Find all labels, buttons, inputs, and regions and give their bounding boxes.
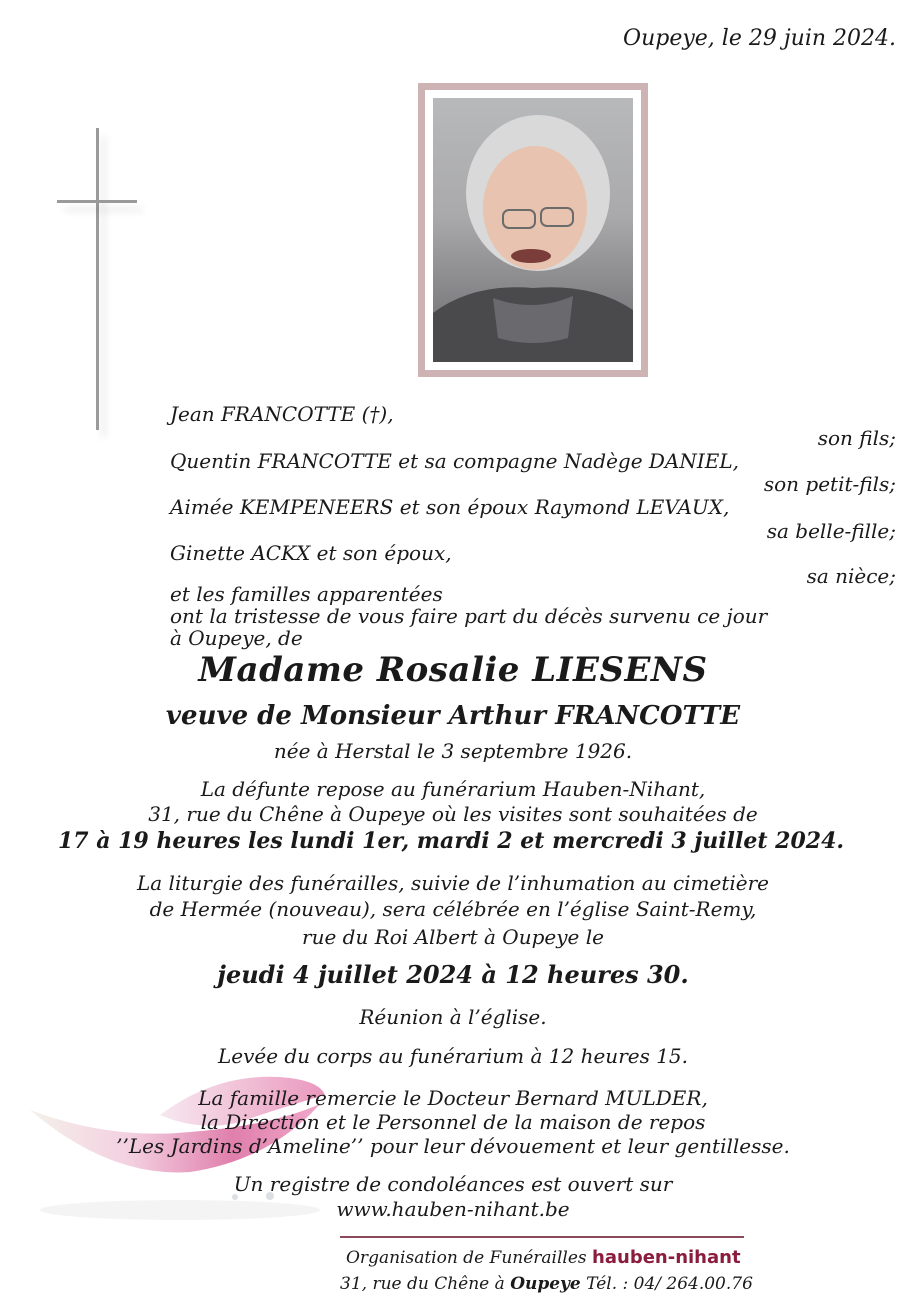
cross-icon xyxy=(96,128,99,430)
family-relation-4: sa nièce; xyxy=(806,564,896,588)
notice-date: Oupeye, le 29 juin 2024. xyxy=(623,26,896,51)
register-line: Un registre de condoléances est ouvert sur xyxy=(233,1172,673,1196)
thanks-line-2: la Direction et le Personnel de la maison de repos xyxy=(200,1110,706,1134)
family-relation-2: son petit-fils; xyxy=(763,472,896,496)
cross-icon-bar xyxy=(57,200,137,203)
rest-line-1: La défunte repose au funérarium Hauben-Nihant, xyxy=(200,777,706,801)
portrait-photo xyxy=(433,98,633,362)
footer-address-prefix: 31, rue du Chêne à xyxy=(340,1274,505,1294)
ceremony-date: jeudi 4 juillet 2024 à 12 heures 30. xyxy=(217,960,689,989)
meeting-line: Réunion à l’église. xyxy=(359,1005,547,1029)
deceased-name: Madame Rosalie LIESENS xyxy=(198,650,708,690)
footer-city: Oupeye xyxy=(510,1274,581,1294)
levee-line: Levée du corps au funérarium à 12 heures 15. xyxy=(217,1044,689,1068)
liturgy-line-2: de Hermée (nouveau), sera célébrée en l’église Saint-Remy, xyxy=(149,897,757,921)
family-name-1: Jean FRANCOTTE (†), xyxy=(170,402,394,426)
footer-org-label: Organisation de Funérailles xyxy=(346,1248,587,1268)
widow-line: veuve de Monsieur Arthur FRANCOTTE xyxy=(165,701,741,731)
family-name-2: Quentin FRANCOTTE et sa compagne Nadège DANIEL, xyxy=(170,449,740,473)
footer-divider xyxy=(340,1236,744,1238)
brand-logo: hauben-nihant xyxy=(592,1247,741,1268)
family-relation-1: son fils; xyxy=(817,426,896,450)
portrait-frame xyxy=(418,83,648,377)
families-line: et les familles apparentées xyxy=(170,582,443,606)
liturgy-line-3: rue du Roi Albert à Oupeye le xyxy=(302,925,604,949)
register-url[interactable]: www.hauben-nihant.be xyxy=(336,1197,570,1221)
footer-tel: Tél. : 04/ 264.00.76 xyxy=(586,1274,753,1294)
announce-line-1: ont la tristesse de vous faire part du décès survenu ce jour xyxy=(170,604,768,628)
rest-line-2: 31, rue du Chêne à Oupeye où les visites sont souhaitées de xyxy=(148,802,758,826)
footer-organisation xyxy=(346,1246,741,1270)
thanks-line-3: ’’Les Jardins d’Ameline’’ pour leur dévouement et leur gentillesse. xyxy=(116,1134,790,1158)
family-name-3: Aimée KEMPENEERS et son époux Raymond LEVAUX, xyxy=(170,495,730,519)
footer-address xyxy=(340,1272,753,1296)
family-relation-3: sa belle-fille; xyxy=(766,519,896,543)
family-name-4: Ginette ACKX et son époux, xyxy=(170,541,452,565)
visit-hours: 17 à 19 heures les lundi 1er, mardi 2 et mercredi 3 juillet 2024. xyxy=(57,828,845,854)
liturgy-line-1: La liturgie des funérailles, suivie de l’inhumation au cimetière xyxy=(136,871,770,895)
thanks-line-1: La famille remercie le Docteur Bernard MULDER, xyxy=(198,1086,708,1110)
announce-line-2: à Oupeye, de xyxy=(170,626,303,650)
birth-line: née à Herstal le 3 septembre 1926. xyxy=(273,739,633,763)
